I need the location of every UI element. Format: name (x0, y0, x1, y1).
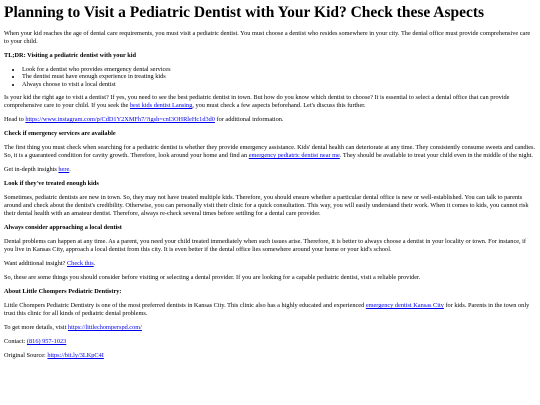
about-heading: About Little Chompers Pediatric Dentistry: (4, 288, 122, 296)
emergency-paragraph (4, 144, 536, 160)
emergency-dentist-near-me-link[interactable]: emergency pediatric dentist near me (248, 152, 340, 160)
page-title: Planning to Visit a Pediatric Dentist with Your Kid? Check these Aspects (4, 4, 485, 21)
local-dentist-paragraph: Dental problems can happen at any time. As a parent, you need your child treated immediately when such issues arise. Therefore, it is better to always choose a dentist in your locality or town. For instance, if you live in Kansas City, approach a local dentist from this city. It is even better if the dental office lies somewhere around your home or your kid's school. (4, 238, 527, 254)
age-paragraph (4, 94, 536, 110)
insights-paragraph (4, 166, 536, 174)
head-to-paragraph (4, 116, 536, 124)
tldr-item-emergency: • Look for a dentist who provides emergency dental services (22, 66, 536, 73)
tldr-item-local: • Always choose to visit a local dentist (22, 81, 536, 88)
experience-paragraph: Sometimes, pediatric dentists are new in town. So, they may not have treated multiple kids. Therefore, you should ensure whether a particular dental office is new or well-established. You can talk to parents around and check about the dentist's credibility. Otherwise, you can personally visit their clinic for a quick consultation. This way, you will easily understand their work. When it comes to kids, you cannot risk their dental health with an amateur dentist. Therefore, always re-check several times before settling for a dental care provider. (4, 194, 529, 218)
want-more-text: Want additional insight? (4, 260, 67, 268)
emergency-text: The first thing you must check when searching for a pediatric dentist is whether they provide emergency assistance. Kids' dental health can deteriorate at any time. They consistently consume sweets and candies. So, it is a guaranteed condition for cavity growth. Therefore, look around your home and find an (4, 144, 536, 160)
insights-text: Get in-depth insights (4, 166, 59, 174)
source-paragraph (4, 352, 536, 360)
about-text: Little Chompers Pediatric Dentistry is one of the most preferred dentists in Kansas City. This clinic also has a highly educated and experienced (4, 302, 366, 310)
details-text: To get more details, visit (4, 324, 68, 332)
closing-paragraph: So, these are some things you should consider before visiting or selecting a dental provider. If you are looking for a capable pediatric dentist, visit a reliable provider. (4, 274, 421, 282)
experience-heading: Look if they've treated enough kids (4, 180, 99, 188)
check-this-link[interactable]: Check this (66, 260, 94, 268)
details-paragraph (4, 324, 536, 332)
insights-tail: . (69, 166, 71, 174)
here-link[interactable]: here (58, 166, 70, 174)
age-paragraph-tail: , you must check a few aspects beforehand. Let's discuss this further. (192, 102, 366, 110)
want-more-tail: . (93, 260, 96, 268)
about-tail: for kids. Parents in the town only trust this clinic for all kinds of pediatric dental problems. (4, 302, 530, 318)
contact-text: Contact: (4, 338, 27, 346)
intro-paragraph: When your kid reaches the age of dental care requirements, you must visit a pediatric dentist. You must choose a dentist who resides somewhere in your city. The dental office must provide comprehensive care to your child. (4, 30, 531, 45)
age-paragraph-text: Is your kid the right age to visit a dentist? If yes, you need to see the best pediatric dentist in town. But how do you know which dentist to choose? It is essential to select a dental office that can provide comprehensive care to your child. If you seek the (4, 94, 510, 110)
emergency-heading: Check if emergency services are available (4, 130, 116, 138)
best-kids-dentist-link[interactable]: best kids dentist Lansing (129, 102, 193, 110)
local-dentist-heading: Always consider approaching a local dentist (4, 224, 122, 232)
website-link[interactable]: https://littlechomperspd.com/ (67, 324, 142, 332)
head-to-text: Head to (4, 116, 26, 124)
tldr-heading: TL;DR: Visiting a pediatric dentist with your kid (4, 52, 136, 59)
about-paragraph (4, 302, 536, 318)
phone-link[interactable]: (816) 957-1023 (26, 338, 67, 346)
source-text: Original Source: (4, 352, 48, 360)
want-more-paragraph (4, 260, 536, 268)
instagram-link[interactable]: https://www.instagram.com/p/CdD1Y2XMFh7/?igsh=cnI3OHRleHc1d3d0 (25, 116, 215, 124)
contact-paragraph (4, 338, 536, 346)
head-to-tail: for additional information. (214, 116, 284, 124)
tldr-list (4, 66, 536, 88)
emergency-dentist-kansas-city-link[interactable]: emergency dentist Kansas City (365, 302, 444, 310)
emergency-tail: . They should be available to treat your child even in the middle of the night. (339, 152, 533, 160)
original-source-link[interactable]: https://bit.ly/3LKpC4I (47, 352, 104, 360)
tldr-item-experience: • The dentist must have enough experience in treating kids (22, 73, 536, 80)
